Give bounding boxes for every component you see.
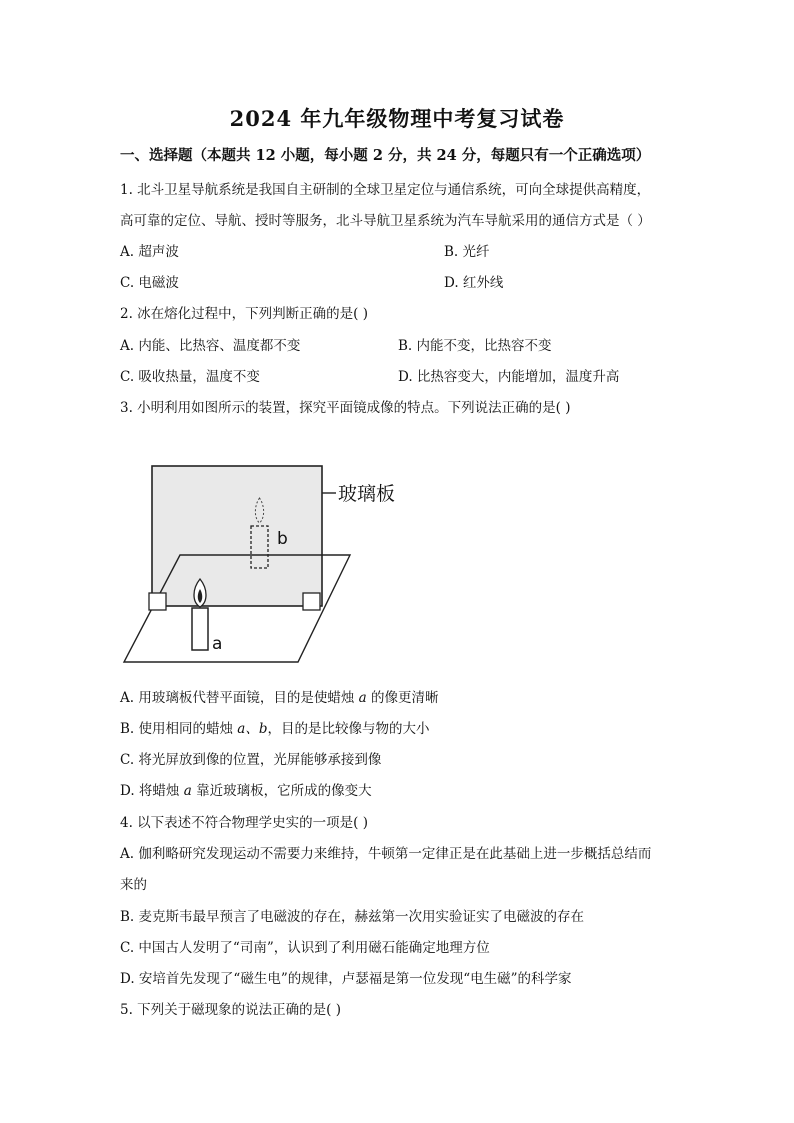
q3-option-a: A. 用玻璃板代替平面镜，目的是使蜡烛 a 的像更清晰 <box>120 690 439 706</box>
glass-plate <box>152 466 322 606</box>
q1-option-a: A. 超声波 <box>120 244 179 260</box>
glass-label: 玻璃板 <box>338 483 396 505</box>
candle-a-label: a <box>212 634 223 654</box>
q1-option-b: B. 光纤 <box>444 244 490 260</box>
candle-a <box>192 608 208 650</box>
plane-mirror-figure <box>118 460 418 670</box>
candle-b-label: b <box>277 529 288 549</box>
q4-stem: 4. 以下表述不符合物理学史实的一项是( ) <box>120 815 368 831</box>
q2-option-d: D. 比热容变大，内能增加，温度升高 <box>398 369 620 385</box>
q3-option-d: D. 将蜡烛 a 靠近玻璃板，它所成的像变大 <box>120 783 372 799</box>
q4-option-d: D. 安培首先发现了“磁生电”的规律，卢瑟福是第一位发现“电生磁”的科学家 <box>120 971 572 987</box>
left-support-block <box>149 593 166 610</box>
q4-option-a-line-2: 来的 <box>120 877 147 893</box>
q1-option-d: D. 红外线 <box>444 275 504 291</box>
q1-stem-line-1: 1. 北斗卫星导航系统是我国自主研制的全球卫星定位与通信系统，可向全球提供高精度， <box>120 182 651 198</box>
q5-stem: 5. 下列关于磁现象的说法正确的是( ) <box>120 1002 341 1018</box>
q3-stem: 3. 小明利用如图所示的装置，探究平面镜成像的特点。下列说法正确的是( ) <box>120 400 571 416</box>
q2-stem: 2. 冰在熔化过程中，下列判断正确的是( ) <box>120 306 368 322</box>
q4-option-a-line-1: A. 伽利略研究发现运动不需要力来维持，牛顿第一定律正是在此基础上进一步概括总结而 <box>120 846 652 862</box>
q1-stem-line-2: 高可靠的定位、导航、授时等服务，北斗导航卫星系统为汽车导航采用的通信方式是（ ） <box>120 213 651 229</box>
q1-option-c: C. 电磁波 <box>120 275 179 291</box>
q2-option-b: B. 内能不变，比热容不变 <box>398 338 552 354</box>
section-heading: 一、选择题（本题共 12 小题，每小题 2 分，共 24 分，每题只有一个正确选项） <box>120 147 651 164</box>
q4-option-c: C. 中国古人发明了“司南”，认识到了利用磁石能确定地理方位 <box>120 940 490 956</box>
q3-option-b: B. 使用相同的蜡烛 a、b，目的是比较像与物的大小 <box>120 721 430 737</box>
page-title: 2024 年九年级物理中考复习试卷 <box>229 106 565 131</box>
q3-option-c: C. 将光屏放到像的位置，光屏能够承接到像 <box>120 752 382 768</box>
q4-option-b: B. 麦克斯韦最早预言了电磁波的存在，赫兹第一次用实验证实了电磁波的存在 <box>120 909 585 925</box>
q2-option-a: A. 内能、比热容、温度都不变 <box>120 338 301 354</box>
q2-option-c: C. 吸收热量，温度不变 <box>120 369 260 385</box>
right-support-block <box>303 593 320 610</box>
